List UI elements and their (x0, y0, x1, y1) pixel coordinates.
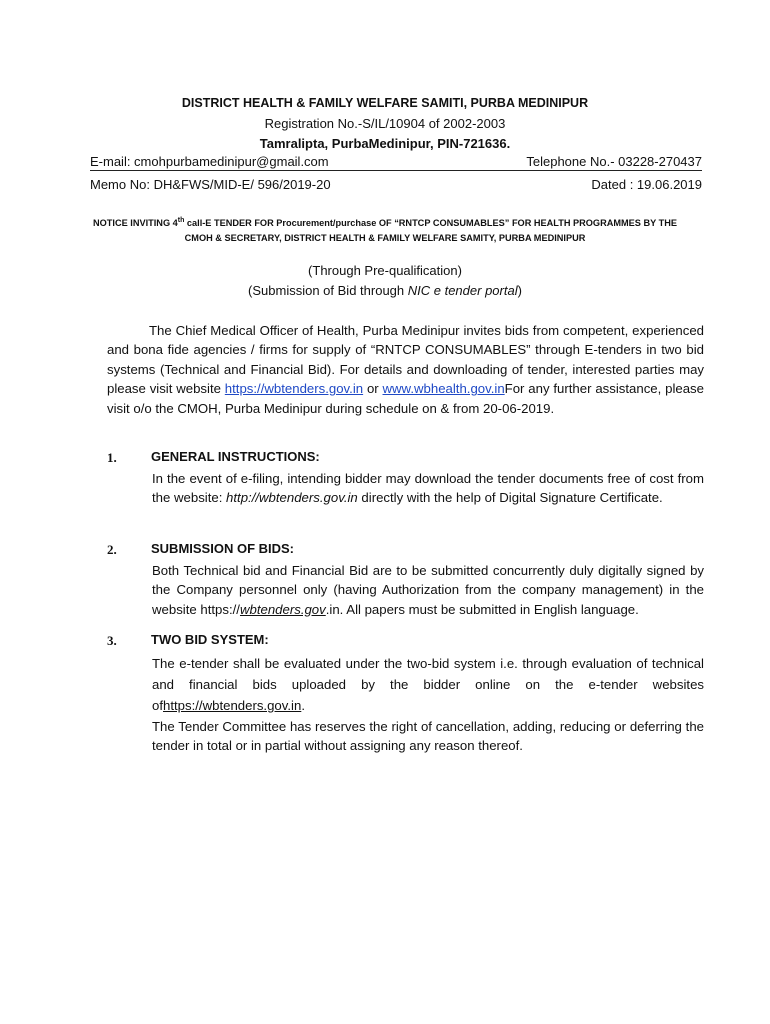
intro-paragraph (107, 321, 704, 418)
registration-number: Registration No.-S/IL/10904 of 2002-2003 (264, 116, 506, 131)
intro-text: The Chief Medical Officer of Health, Purba Medinipur invites bids from competent, experienced and bona fide agencies / firms for supply of “RNTCP CONSUMABLES” through E-tenders in two bid systems (Technical and Financial Bid). For details and downloading of tender, interested parties may please visit website (107, 323, 704, 397)
section-italic: wbtenders.gov (239, 601, 326, 617)
section-link[interactable]: https://wbtenders.gov.in (163, 698, 302, 713)
email: E-mail: cmohpurbamedinipur@gmail.com (90, 154, 329, 169)
section-title: SUBMISSION OF BIDS: (151, 541, 295, 556)
section-text: In the event of e-filing, intending bidder may download the tender documents free of cost from the website: (152, 471, 704, 506)
subtitle-text: (Submission of Bid through (248, 283, 408, 298)
memo-date: Dated : 19.06.2019 (591, 177, 702, 192)
section-text: directly with the help of Digital Signature Certificate. (357, 490, 663, 506)
section-text: . (301, 698, 305, 713)
memo-number: Memo No: DH&FWS/MID-E/ 596/2019-20 (90, 177, 331, 192)
section-title: GENERAL INSTRUCTIONS: (151, 449, 320, 464)
section-body (152, 653, 704, 716)
section-number: 2. (107, 542, 117, 557)
section-text: Both Technical bid and Financial Bid are to be submitted concurrently duly digitally signed by the Company personnel only (having Authorization from the company management) in the website https:// (152, 563, 704, 617)
notice-heading (0, 213, 770, 246)
intro-text: or (363, 381, 383, 397)
address: Tamralipta, PurbaMedinipur, PIN-721636. (259, 136, 511, 151)
wbtenders-link[interactable]: https://wbtenders.gov.in (224, 381, 364, 397)
intro-text: For any further assistance, please visit o/o the CMOH, Purba Medinipur during schedule on & from 20-06-2019. (107, 381, 704, 416)
notice-text: NOTICE INVITING 4 (93, 218, 178, 229)
section-number: 1. (107, 450, 117, 465)
notice-text: CMOH & SECRETARY, DISTRICT HEALTH & FAMILY WELFARE SAMITY, PURBA MEDINIPUR (184, 233, 586, 244)
section-text: The e-tender shall be evaluated under the two-bid system i.e. through evaluation of technical and financial bids uploaded by the bidder online on the e-tender websites of (152, 656, 704, 713)
section-body-2: The Tender Committee has reserves the right of cancellation, adding, reducing or deferring the tender in total or in partial without assigning any reason thereof. (152, 719, 704, 754)
notice-sup: th (177, 217, 185, 224)
section-number: 3. (107, 633, 117, 648)
subtitle-prequalification: (Through Pre-qualification) (308, 263, 462, 278)
section-text: .in. All papers must be submitted in English language. (325, 601, 639, 617)
org-title: DISTRICT HEALTH & FAMILY WELFARE SAMITI, PURBA MEDINIPUR (181, 96, 589, 110)
section-body (152, 561, 704, 619)
subtitle-submission (0, 283, 770, 298)
section-body (152, 469, 704, 508)
contact-line (90, 154, 702, 171)
subtitle-text: ) (517, 283, 522, 298)
telephone: Telephone No.- 03228-270437 (526, 154, 702, 169)
wbhealth-link[interactable]: www.wbhealth.gov.in (382, 381, 505, 397)
subtitle-italic: NIC e tender portal (407, 283, 518, 298)
notice-text: call-E TENDER FOR Procurement/purchase OF “RNTCP CONSUMABLES” FOR HEALTH PROGRAMMES BY THE (184, 218, 677, 229)
section-title: TWO BID SYSTEM: (151, 632, 269, 647)
section-italic: http://wbtenders.gov.in (226, 490, 358, 506)
